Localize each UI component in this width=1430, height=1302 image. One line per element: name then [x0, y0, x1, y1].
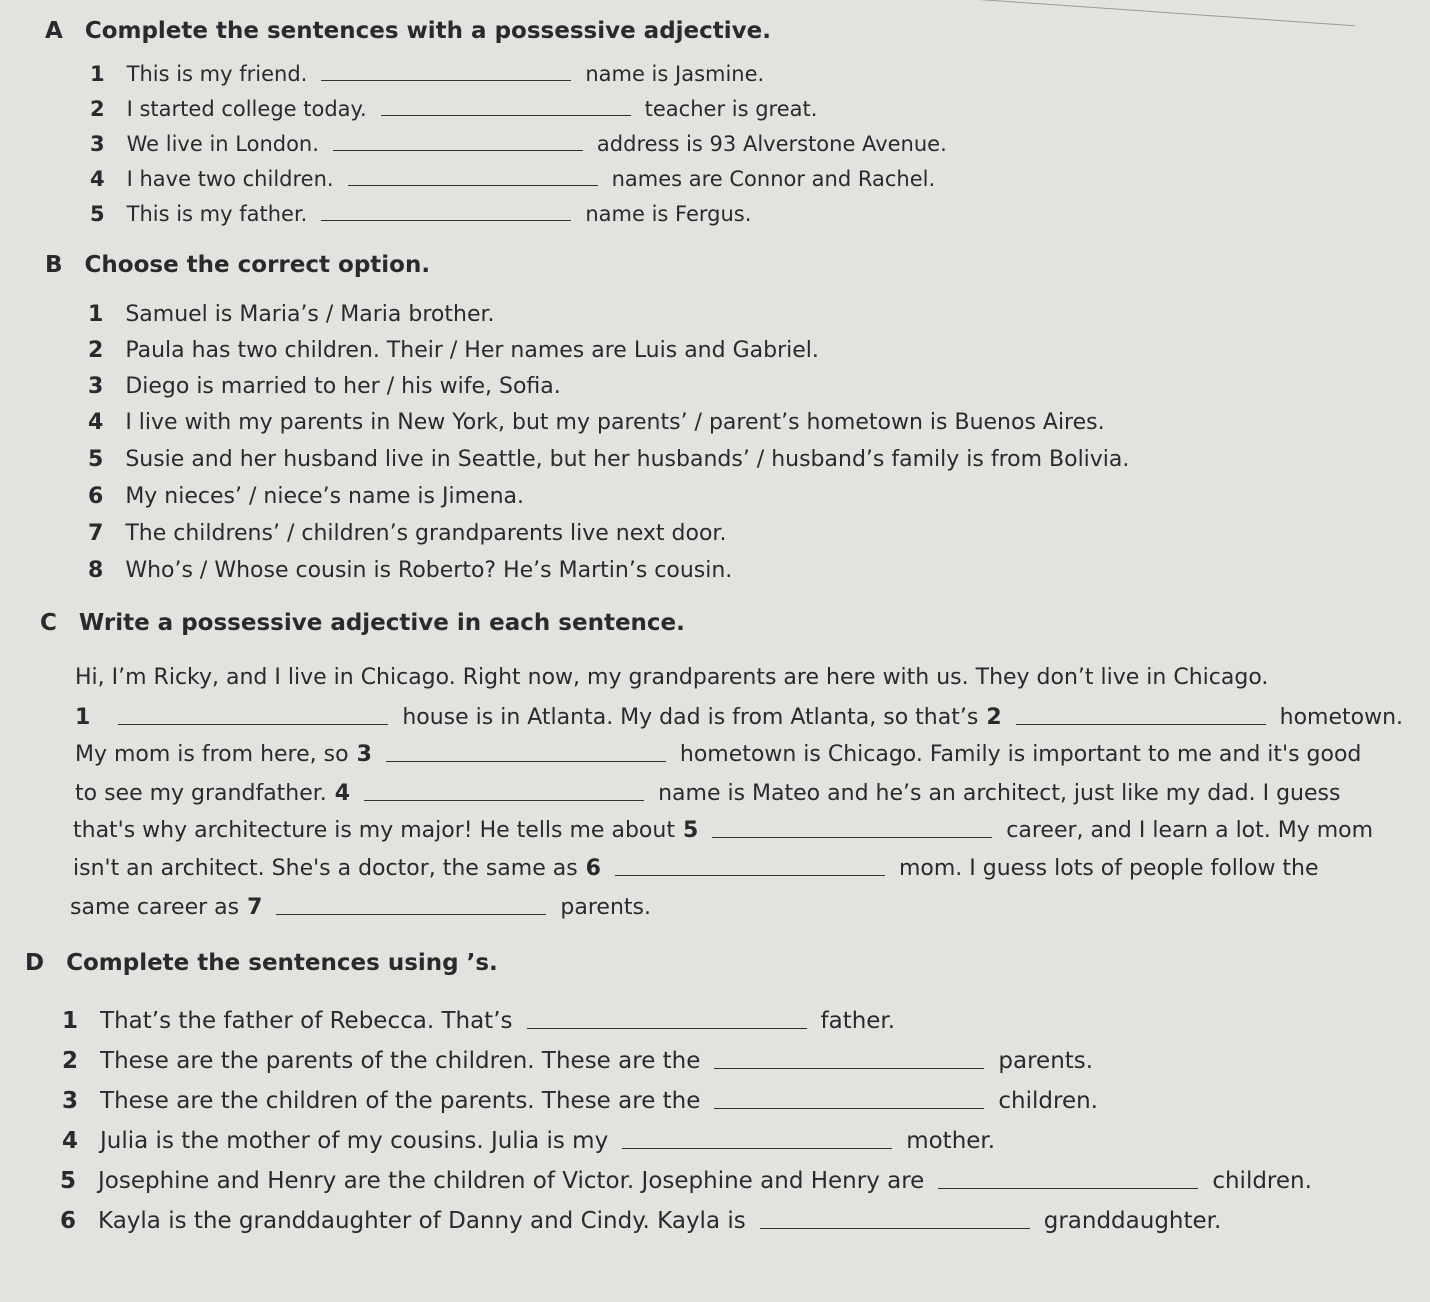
section-letter: B: [45, 252, 63, 278]
exercise-line: [75, 665, 1268, 690]
answer-blank[interactable]: [386, 760, 666, 762]
sentence-text: name is Mateo and he’s an architect, just like my dad. I guess: [658, 781, 1341, 806]
answer-blank[interactable]: [714, 1067, 984, 1069]
sentence-text: Paula has two children. Their / Her names are Luis and Gabriel.: [125, 338, 819, 363]
sentence-text: This is my friend.: [126, 62, 308, 86]
exercise-line: [75, 781, 1340, 806]
exercise-line: [62, 1128, 995, 1154]
exercise-line: [88, 558, 732, 583]
section-title: Choose the correct option.: [84, 252, 431, 278]
sentence-text: mom. I guess lots of people follow the: [898, 856, 1319, 881]
sentence-text: I started college today.: [126, 97, 367, 121]
answer-blank[interactable]: [1016, 723, 1266, 725]
exercise-line: [62, 1088, 1098, 1114]
sentence-text: Samuel is Maria’s / Maria brother.: [125, 302, 495, 327]
section-b-heading: [45, 252, 430, 278]
sentence-text: I have two children.: [126, 167, 334, 191]
exercise-line: [88, 484, 524, 509]
exercise-line: [70, 895, 651, 920]
section-letter: C: [40, 610, 57, 636]
blank-number: 5: [682, 818, 699, 843]
exercise-line: [60, 1208, 1221, 1234]
page-edge-line: [975, 0, 1354, 26]
answer-blank[interactable]: [333, 149, 583, 151]
answer-blank[interactable]: [348, 184, 598, 186]
exercise-line: [88, 374, 561, 399]
exercise-line: [62, 1008, 895, 1034]
item-number: 4: [62, 1128, 79, 1154]
sentence-text: to see my grandfather.: [75, 781, 327, 806]
section-a-heading: [45, 18, 771, 44]
sentence-text: Hi, I’m Ricky, and I live in Chicago. Right now, my grandparents are here with us. They don’t live in Chicago.: [75, 665, 1269, 690]
sentence-text: The childrens’ / children’s grandparents live next door.: [125, 521, 727, 546]
exercise-line: [73, 818, 1373, 843]
blank-number: 6: [585, 856, 601, 881]
sentence-text: mother.: [906, 1128, 996, 1154]
sentence-text: Josephine and Henry are the children of Victor. Josephine and Henry are: [98, 1168, 925, 1194]
sentence-text: house is in Atlanta. My dad is from Atlanta, so that’s: [402, 705, 979, 730]
exercise-line: [88, 447, 1129, 472]
exercise-line: [90, 132, 947, 156]
sentence-text: That’s the father of Rebecca. That’s: [100, 1008, 513, 1034]
answer-blank[interactable]: [622, 1147, 892, 1149]
exercise-line: [90, 62, 764, 86]
answer-blank[interactable]: [938, 1187, 1198, 1189]
item-number: 1: [62, 1008, 79, 1034]
section-d-heading: [25, 950, 498, 976]
sentence-text: We live in London.: [126, 132, 319, 156]
sentence-text: Susie and her husband live in Seattle, but her husbands’ / husband’s family is from Bolivia.: [125, 447, 1130, 472]
item-number: 4: [90, 167, 105, 191]
sentence-text: parents.: [998, 1048, 1094, 1074]
item-number: 5: [88, 447, 104, 472]
sentence-text: career, and I learn a lot. My mom: [1006, 818, 1374, 843]
sentence-text: These are the children of the parents. These are the: [100, 1088, 701, 1114]
sentence-text: father.: [820, 1008, 896, 1034]
sentence-text: Julia is the mother of my cousins. Julia is my: [100, 1128, 609, 1154]
sentence-text: same career as: [70, 895, 240, 920]
section-c-heading: [40, 610, 685, 636]
answer-blank[interactable]: [381, 114, 631, 116]
sentence-text: granddaughter.: [1043, 1208, 1222, 1234]
section-title: Write a possessive adjective in each sentence.: [78, 610, 685, 636]
item-number: 3: [62, 1088, 79, 1114]
item-number: 7: [88, 521, 104, 546]
answer-blank[interactable]: [760, 1227, 1030, 1229]
blank-number: 7: [247, 895, 263, 920]
section-letter: A: [45, 18, 63, 44]
sentence-text: I live with my parents in New York, but my parents’ / parent’s hometown is Buenos Aires.: [125, 410, 1105, 435]
sentence-text: This is my father.: [126, 202, 308, 226]
item-number: 4: [88, 410, 104, 435]
sentence-text: names are Connor and Rachel.: [611, 167, 936, 191]
blank-number: 4: [334, 781, 351, 806]
exercise-line: [60, 1168, 1312, 1194]
sentence-text: isn't an architect. She's a doctor, the same as: [73, 856, 578, 881]
exercise-line: [62, 1048, 1093, 1074]
answer-blank[interactable]: [714, 1107, 984, 1109]
exercise-line: [90, 202, 751, 226]
exercise-line: [88, 521, 726, 546]
item-number: 5: [90, 202, 105, 226]
sentence-text: name is Fergus.: [585, 202, 752, 226]
item-number: 2: [90, 97, 105, 121]
exercise-line: [73, 856, 1319, 881]
sentence-text: Kayla is the granddaughter of Danny and Cindy. Kayla is: [98, 1208, 746, 1234]
blank-number: 2: [986, 705, 1002, 730]
item-number: 2: [88, 338, 104, 363]
item-number: 6: [88, 484, 104, 509]
section-letter: D: [25, 950, 45, 976]
answer-blank[interactable]: [712, 836, 992, 838]
item-number: 8: [88, 558, 104, 583]
sentence-text: teacher is great.: [644, 97, 818, 121]
item-number: 1: [88, 302, 104, 327]
sentence-text: that's why architecture is my major! He tells me about: [73, 818, 675, 843]
exercise-line: [75, 705, 1403, 730]
sentence-text: hometown.: [1279, 705, 1404, 730]
item-number: 5: [60, 1168, 77, 1194]
sentence-text: My mom is from here, so: [75, 742, 349, 767]
sentence-text: Who’s / Whose cousin is Roberto? He’s Martin’s cousin.: [125, 558, 733, 583]
blank-number: 3: [356, 742, 372, 767]
item-number: 2: [62, 1048, 79, 1074]
section-title: Complete the sentences with a possessive adjective.: [84, 18, 771, 44]
item-number: 1: [90, 62, 105, 86]
exercise-line: [88, 302, 495, 327]
sentence-text: hometown is Chicago. Family is important to me and it's good: [679, 742, 1362, 767]
answer-blank[interactable]: [364, 799, 644, 801]
item-number: 3: [90, 132, 105, 156]
answer-blank[interactable]: [276, 913, 546, 915]
exercise-line: [75, 742, 1361, 767]
sentence-text: These are the parents of the children. These are the: [100, 1048, 701, 1074]
sentence-text: address is 93 Alverstone Avenue.: [596, 132, 947, 156]
exercise-line: [88, 410, 1105, 435]
sentence-text: My nieces’ / niece’s name is Jimena.: [125, 484, 524, 509]
sentence-text: name is Jasmine.: [585, 62, 765, 86]
exercise-line: [88, 338, 819, 363]
answer-blank[interactable]: [118, 723, 388, 725]
sentence-text: children.: [998, 1088, 1098, 1114]
section-title: Complete the sentences using ’s.: [66, 950, 498, 976]
answer-blank[interactable]: [321, 219, 571, 221]
exercise-line: [90, 167, 935, 191]
answer-blank[interactable]: [527, 1027, 807, 1029]
sentence-text: children.: [1212, 1168, 1312, 1194]
item-number: 3: [88, 374, 104, 399]
sentence-text: parents.: [560, 895, 651, 920]
sentence-text: Diego is married to her / his wife, Sofia.: [125, 374, 561, 399]
answer-blank[interactable]: [615, 874, 885, 876]
exercise-line: [90, 97, 817, 121]
answer-blank[interactable]: [321, 79, 571, 81]
item-number: 6: [60, 1208, 77, 1234]
item-number: 1: [75, 705, 91, 730]
